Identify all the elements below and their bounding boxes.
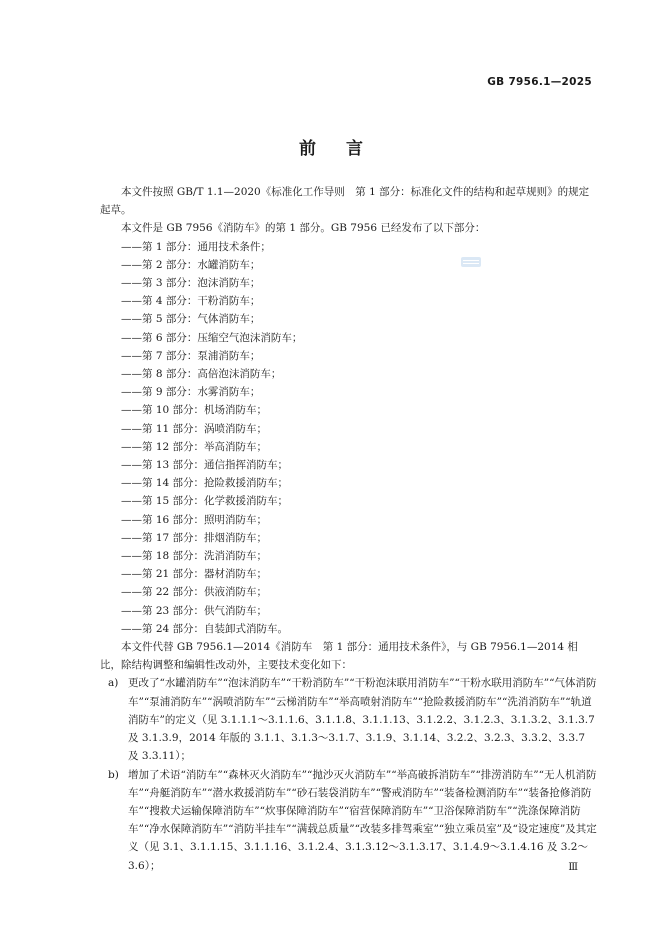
list-item: ——第 2 部分：水罐消防车； bbox=[121, 258, 261, 271]
list-item: ——第 16 部分：照明消防车； bbox=[121, 513, 268, 526]
list-item: ——第 22 部分：供液消防车； bbox=[121, 586, 268, 599]
list-item: ——第 8 部分：高倍泡沫消防车； bbox=[121, 368, 282, 381]
list-item: ——第 10 部分：机场消防车； bbox=[121, 404, 268, 417]
list-item: ——第 23 部分：供气消防车； bbox=[121, 604, 268, 617]
list-item: ——第 1 部分：通用技术条件； bbox=[121, 240, 271, 253]
list-item: ——第 9 部分：水雾消防车； bbox=[121, 386, 261, 399]
change-text: 更改了“水罐消防车”“泡沫消防车”“干粉消防车”“干粉泡沫联用消防车”“干粉水联用消防车”“气体消防车”“泵浦消防车”“涡喷消防车”“云梯消防车”“举高喷射消防车”“抢险救援消防车”“洗消消防车”“轨道消防车”的定义（见 3.1.1.1～3.1.1.6、3.1.1.8、3.1.1.13、3.1.2.2、3.1.2.3、3.1.3.2、3.1.3.7 及 3.1.3.9，2014 年版的 3.1.1、3.1.3～3.1.7、3.1.9、3.1.14、3.2.2、3.2.3、3.3.2、3.3.7 及 3.3.11）； bbox=[128, 677, 597, 763]
doc-number-header: GB 7956.1—2025 bbox=[487, 76, 592, 88]
change-marker: b) bbox=[108, 768, 119, 781]
list-item: ——第 13 部分：通信指挥消防车； bbox=[121, 459, 289, 472]
change-item-a bbox=[100, 674, 597, 765]
replace-paragraph: 本文件代替 GB 7956.1—2014《消防车 第 1 部分：通用技术条件》，与 GB 7956.1—2014 相比，除结构调整和编辑性改动外，主要技术变化如下： bbox=[100, 641, 578, 672]
preface-content bbox=[100, 183, 597, 875]
page-number: Ⅲ bbox=[568, 862, 578, 873]
list-item: ——第 5 部分：气体消防车； bbox=[121, 313, 261, 326]
list-item: ——第 18 部分：洗消消防车； bbox=[121, 550, 268, 563]
list-item: ——第 24 部分：自装卸式消防车。 bbox=[121, 622, 289, 635]
change-marker: a) bbox=[108, 677, 119, 690]
list-item: ——第 4 部分：干粉消防车； bbox=[121, 295, 261, 308]
change-item-b bbox=[100, 766, 597, 875]
list-item: ——第 11 部分：涡喷消防车； bbox=[121, 422, 268, 435]
page-title: 前言 bbox=[299, 139, 393, 159]
list-item: ——第 3 部分：泡沫消防车； bbox=[121, 277, 261, 290]
list-item: ——第 6 部分：压缩空气泡沫消防车； bbox=[121, 331, 303, 344]
list-item: ——第 15 部分：化学救援消防车； bbox=[121, 495, 289, 508]
list-item: ——第 12 部分：举高消防车； bbox=[121, 440, 268, 453]
change-text: 增加了术语“消防车”“森林灭火消防车”“抛沙灭火消防车”“举高破拆消防车”“排涝消防车”“无人机消防车”“舟艇消防车”“潜水救援消防车”“砂石装袋消防车”“警戒消防车”“装备检测消防车”“装备抢修消防车”“搜救犬运输保障消防车”“炊事保障消防车”“宿营保障消防车”“卫浴保障消防车”“洗涤保障消防车”“净水保障消防车”“消防半挂车”“满载总质量”“改装多排驾乘室”“独立乘员室”及“设定速度”及其定义（见 3.1、3.1.1.15、3.1.1.16、3.1.2.4、3.1.3.12～3.1.3.17、3.1.4.9～3.1.4.16 及 3.2～3.6）； bbox=[128, 768, 597, 872]
list-item: ——第 14 部分：抢险救援消防车； bbox=[121, 477, 289, 490]
list-item: ——第 17 部分：排烟消防车； bbox=[121, 531, 268, 544]
parts-list bbox=[100, 238, 597, 638]
intro-paragraph-2: 本文件是 GB 7956《消防车》的第 1 部分。GB 7956 已经发布了以下部分： bbox=[121, 222, 486, 235]
list-item: ——第 7 部分：泵浦消防车； bbox=[121, 349, 261, 362]
intro-paragraph-1: 本文件按照 GB/T 1.1—2020《标准化工作导则 第 1 部分：标准化文件的结构和起草规则》的规定起草。 bbox=[100, 186, 590, 217]
list-item: ——第 21 部分：器材消防车； bbox=[121, 568, 268, 581]
